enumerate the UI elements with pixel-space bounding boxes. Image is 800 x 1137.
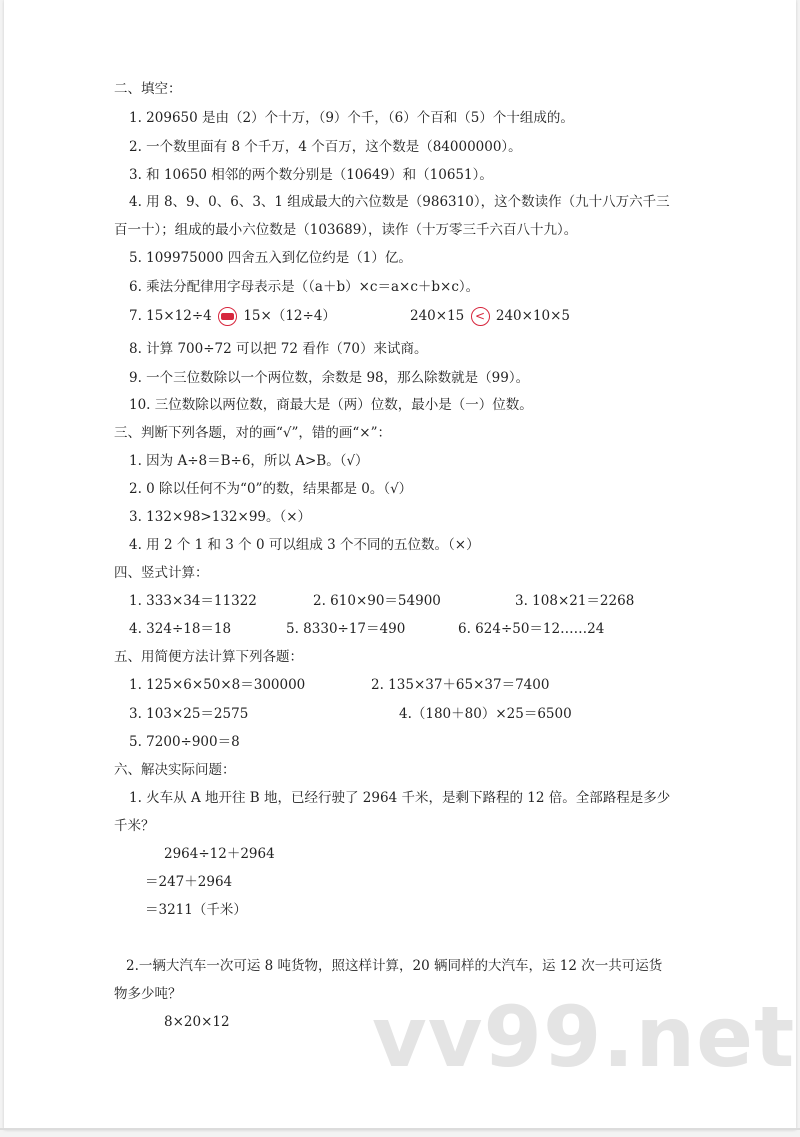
fill-question-8: 8. 计算 700÷72 可以把 72 看作（70）来试商。 (129, 341, 428, 357)
watermark: vv99.net (372, 988, 796, 1086)
problem-1-step-1: 2964÷12＋2964 (164, 846, 275, 862)
simple-item-2: 2. 135×37＋65×37＝7400 (371, 677, 550, 693)
q7-left-expr-b: 15×（12÷4） (243, 308, 336, 324)
fill-question-10: 10. 三位数除以两位数，商最大是（两）位数，最小是（一）位数。 (129, 397, 533, 413)
problem-1-line-2: 千米？ (114, 818, 155, 834)
fill-question-7-left (129, 307, 336, 326)
simple-item-1: 1. 125×6×50×8＝300000 (129, 677, 306, 693)
equals-mark-icon (218, 307, 237, 326)
section-fill-heading: 二、填空： (114, 81, 182, 97)
fill-question-4-line-2: 百一十）；组成的最小六位数是（103689），读作（十万零三千六百八十九）。 (114, 222, 578, 238)
vertical-item-5: 5. 8330÷17＝490 (286, 621, 406, 637)
fill-question-7-right (410, 307, 570, 326)
q7-left-expr-a: 7. 15×12÷4 (129, 308, 212, 324)
vertical-item-2: 2. 610×90＝54900 (313, 593, 441, 609)
problem-2-line-2: 物多少吨？ (114, 986, 182, 1002)
vertical-item-1: 1. 333×34＝11322 (129, 593, 257, 609)
section-simple-heading: 五、用简便方法计算下列各题： (114, 649, 303, 665)
fill-question-9: 9. 一个三位数除以一个两位数，余数是 98，那么除数就是（99）。 (129, 370, 530, 386)
fill-question-6: 6. 乘法分配律用字母表示是（（a＋b）×c＝a×c＋b×c）。 (129, 279, 480, 295)
judge-question-1: 1. 因为 A÷8＝B÷6，所以 A>B。（√） (129, 453, 369, 469)
judge-question-2: 2. 0 除以任何不为“0”的数，结果都是 0。（√） (129, 481, 413, 497)
q7-right-expr-a: 240×15 (410, 308, 465, 324)
problem-2-step-1: 8×20×12 (164, 1014, 230, 1030)
page-divider (0, 1128, 800, 1130)
simple-item-3: 3. 103×25＝2575 (129, 706, 249, 722)
problem-2-line-1: 2.一辆大汽车一次可运 8 吨货物，照这样计算，20 辆同样的大汽车，运 12 次一共可运货 (126, 958, 663, 974)
less-than-mark-icon: < (471, 307, 490, 326)
document-page (4, 0, 796, 1130)
fill-question-1: 1. 209650 是由（2）个十万，（9）个千，（6）个百和（5）个十组成的。 (129, 110, 574, 126)
vertical-item-6: 6. 624÷50＝12……24 (458, 621, 605, 637)
simple-item-5: 5. 7200÷900＝8 (129, 734, 240, 750)
vertical-item-3: 3. 108×21＝2268 (515, 593, 635, 609)
judge-question-3: 3. 132×98>132×99。（×） (129, 509, 312, 525)
problem-1-step-2: ＝247＋2964 (145, 874, 233, 890)
simple-item-4: 4.（180＋80）×25＝6500 (399, 706, 572, 722)
problem-1-line-1: 1. 火车从 A 地开往 B 地，已经行驶了 2964 千米，是剩下路程的 12 倍。全部路程是多少 (129, 790, 671, 806)
judge-question-4: 4. 用 2 个 1 和 3 个 0 可以组成 3 个不同的五位数。（×） (129, 537, 480, 553)
fill-question-3: 3. 和 10650 相邻的两个数分别是（10649）和（10651）。 (129, 167, 493, 183)
vertical-item-4: 4. 324÷18＝18 (129, 621, 232, 637)
q7-right-expr-b: 240×10×5 (495, 308, 571, 324)
fill-question-5: 5. 109975000 四舍五入到亿位约是（1）亿。 (129, 250, 412, 266)
section-judge-heading: 三、判断下列各题，对的画“√”，错的画“×”： (114, 425, 392, 441)
fill-question-2: 2. 一个数里面有 8 个千万，4 个百万，这个数是（84000000）。 (129, 139, 522, 155)
section-vertical-heading: 四、竖式计算： (114, 565, 209, 581)
problem-1-step-3: ＝3211（千米） (145, 902, 247, 918)
fill-question-4-line-1: 4. 用 8、9、0、6、3、1 组成最大的六位数是（986310），这个数读作（九十八万六千三 (129, 194, 670, 210)
section-problems-heading: 六、解决实际问题： (114, 762, 236, 778)
